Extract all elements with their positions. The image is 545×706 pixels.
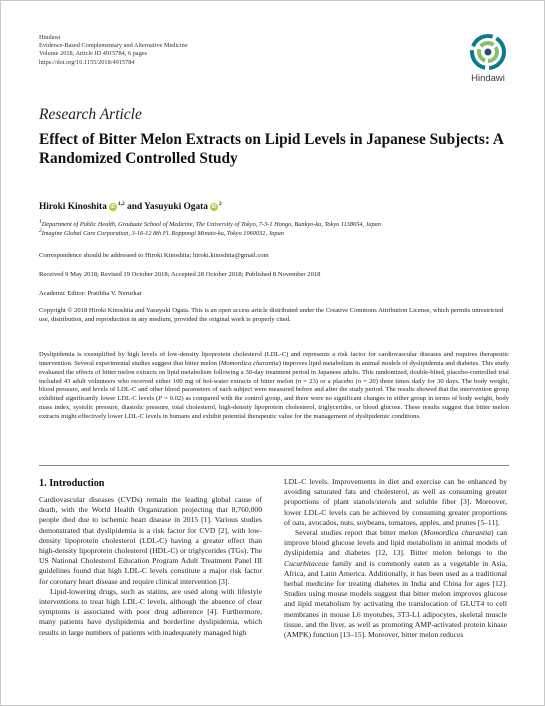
journal-info [39,34,188,67]
divider [39,465,509,466]
affiliation-number: 2 [39,227,42,234]
paper-title: Effect of Bitter Melon Extracts on Lipid Levels in Japanese Subjects: A Randomized Controlled Study [39,131,504,167]
publisher-name: Hindawi [39,34,61,41]
orcid-icon[interactable]: iD [211,204,217,210]
text-span: ) can improve blood glucose levels and lipid metabolism in animal models of dyslipidemia and diabetes [12, 13]. Bitter melon belongs to the [284,528,507,558]
section-heading: 1. Introduction [39,478,105,489]
hindawi-logo-icon [468,33,508,71]
author-connector: and [124,202,145,212]
affiliation-number: 1 [39,218,42,225]
orcid-icon[interactable]: iD [110,204,116,210]
hindawi-logo [458,33,518,83]
paragraph: LDL-C levels. Improvements in diet and exercise can be enhanced by avoiding saturated fats and cholesterol, as well as consuming greater proportions of plant stanols/sterols and soluble fiber [3]. Moreover, lower LDL-C levels can be achieved by consuming greater proportions of oats, avocados, nuts, soybeans, tomatoes, apples, and prunes [5–11]. [284,477,507,527]
volume-info: Volume 2018, Article ID 4915784, 6 pages [39,50,147,58]
abstract-text: = 23) or a placebo ( [301,377,358,385]
correspondence: Correspondence should be addressed to Hiroki Kinoshita; hiroki.kinoshita@gmail.com [39,252,269,259]
affiliations [39,218,519,238]
paragraph [284,528,507,640]
affiliation-1 [39,218,519,230]
math-var: n [297,377,302,385]
left-column [39,495,262,638]
journal-name: Evidence-Based Complementary and Alternative Medicine [39,42,188,50]
author-name[interactable]: Hiroki Kinoshita [39,202,107,212]
paragraph: Lipid-lowering drugs, such as statins, are used along with lifestyle interventions to treat high LDL-C levels, although the absence of clear symptoms is associated with poor drug adherence [4]. Furthermore, many patients have dyslipidemia and borderline dyslipidemia, which results in large numbers of patients with inadequately managed high [39,586,262,637]
species-name: Momordica charantia [220,359,279,367]
affiliation-text: Imagine Global Care Corporation, 3-16-12 8th Fl. Roppongi Minato-ku, Tokyo 1060032, Japan [41,229,284,237]
text-span: family and is commonly eaten as a vegetable in Asia, Africa, and Latin America. Additionally, it has been used as a traditional herbal medicine for treating diabetes in India and China for ages [12]. Studies using mouse models suggest that bitter melon improves glucose and lipid metabolism by activating the translocation of GLUT4 to cell membranes in mouse L6 myotubes, 3T3-L1 adipocytes, skeletal muscle tissue, and the liver, as well as promoting AMP-activated protein kinase (AMPK) function [13–15]. Moreover, bitter melon reduces [284,558,507,640]
abstract-text: Dyslipidemia is exemplified by high levels of low-density lipoprotein cholesterol (LDL-C) and represents a risk factor for cardiovascular diseases and requires therapeutic intervention. Several experimental studies suggest that bitter melon ( [39,351,509,367]
copyright-notice: Copyright © 2018 Hiroki Kinoshita and Yasuyuki Ogata. This is an open access article distributed under the Creative Commons Attribution License, which permits unrestricted use, distribution, and reproduction in any medium, provided the original work is properly cited. [39,307,504,323]
abstract-text: = 0.02) as compared with the control group, and there were no significant changes in either group in terms of body weight, body mass index, systolic pressure, diastolic pressure, total cholesterol, high-density lipoprotein cholesterol, triglycerides, or blood glucose. These results suggest that bitter melon extracts might effectively lower LDL-C levels in humans and exhibit potential therapeutic value for the management of dyslipidemic conditions. [39,395,509,420]
affiliation-marker: 1,2 [117,200,125,207]
author-name[interactable]: Yasuyuki Ogata [144,202,208,212]
affiliation-2 [39,227,519,239]
doi-link[interactable]: https://doi.org/10.1155/2018/4915784 [39,58,135,66]
article-type: Research Article [39,106,142,123]
right-column [284,477,507,640]
affiliation-marker: 2 [219,200,222,207]
affiliation-text: Department of Public Health, Graduate School of Medicine, The University of Tokyo, 7-3-1 Hongo, Bunkyo-ku, Tokyo 1138654, Japan [41,221,381,228]
math-var: n [357,377,362,385]
abstract-text: ) improves lipid metabolism in animal models of dyslipidemia and diabetes. This study evaluated the effects of bitter melon extracts on lipid metabolism following a 30-day treatment period in Japanese adults. This randomized, double-blind, placebo-controlled trial included 43 adult volunteers who received either 100 mg of hot-water extracts of bitter melon ( [39,359,510,385]
family-name: Cucurbitaceae [284,558,329,568]
abstract [39,351,509,422]
species-name: Momordica charantia [423,528,492,538]
academic-editor: Academic Editor: Pratibha V. Nerurkar [39,290,142,297]
abstract-text: = 20) three times daily for 30 days. The body weight, blood pressure, and levels of LDL-C and other blood parameters of each subject were measured before and after the study period. The results showed that the intervention group exhibited significantly lower LDL-C levels ( [39,377,509,403]
math-var: P [158,395,163,403]
text-span: Several studies report that bitter melon ( [295,528,424,538]
article-dates: Received 9 May 2018; Revised 19 October 2018; Accepted 28 October 2018; Published 8 November 2018 [39,271,321,278]
paragraph: Cardiovascular diseases (CVDs) remain the leading global cause of death, with the World Health Organization projecting that 8,760,000 people died due to ischemic heart disease in 2015 [1]. Various studies demonstrated that dyslipidemia is a risk factor for CVD [2], with low-density lipoprotein cholesterol (LDL-C) having a greater effect than high-density lipoprotein cholesterol (HDL-C) or triglycerides (TGs). The US National Cholesterol Education Program Adult Treatment Panel III guidelines found that high LDL-C levels constitute a major risk factor for coronary heart disease and require clinical intervention [3]. [39,495,262,586]
logo-text: Hindawi [471,73,505,84]
author-list [39,202,222,212]
